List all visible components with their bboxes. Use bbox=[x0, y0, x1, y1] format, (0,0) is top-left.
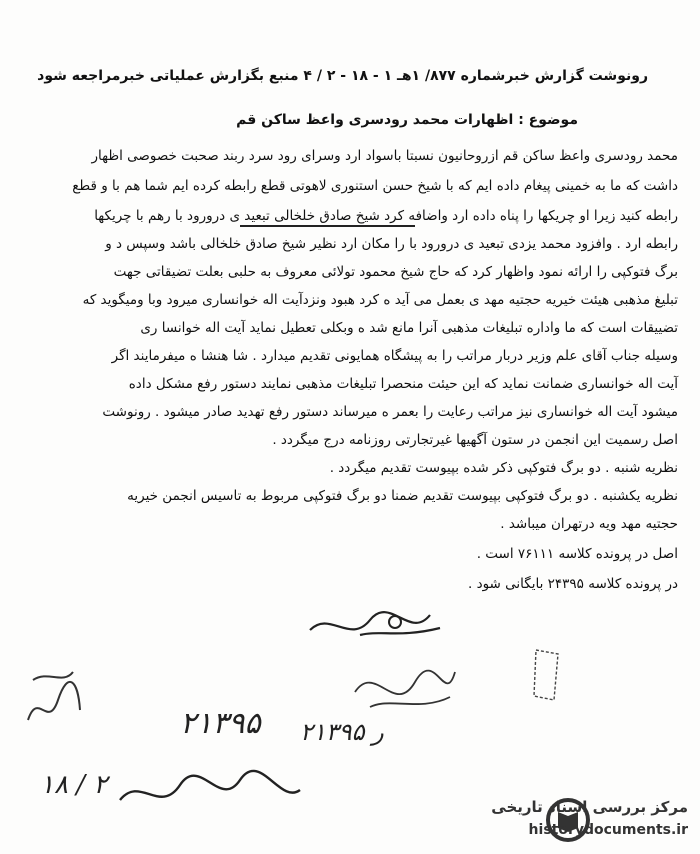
underline-mark bbox=[240, 225, 415, 227]
body-line: حجتیه مهد ویه درتهران میباشد . bbox=[500, 516, 678, 532]
handwritten-note: ر ۲۱۳۹۵ bbox=[300, 718, 384, 746]
body-line: تضییقات است که ما واداره تبلیغات مذهبی آنرا مانع شد ه وبکلی تعطیل نماید آیت اله خوانسا ری bbox=[140, 320, 678, 336]
body-line: آیت اله خوانساری ضمانت نماید که این حیئت منحصرا تبلیغات مذهبی نمایند دستور رفع مشکل داده bbox=[128, 376, 678, 392]
document-header: رونوشت گزارش خبرشماره ۸۷۷/ ۱هـ ۱ - ۱۸ - ۲ / ۴ منبع بگزارش عملیاتی خبرمراجعه شود bbox=[37, 68, 648, 84]
signature-mark-bottom bbox=[110, 760, 310, 820]
document-subject: موضوع : اظهارات محمد رودسری واعظ ساکن قم bbox=[236, 112, 578, 128]
footer-org-name: مرکز بررسی اسناد تاریخی bbox=[491, 798, 688, 816]
body-line: در پرونده کلاسه ۲۴۳۹۵ بایگانی شود . bbox=[467, 576, 678, 592]
handwritten-date: ۱۸ / ۲ bbox=[40, 770, 108, 800]
stamp-mark bbox=[528, 640, 568, 710]
handwritten-number: ۲۱۳۹۵ bbox=[180, 706, 261, 741]
body-line: محمد رودسری واعظ ساکن قم ازروحانیون نسبتا باسواد ارد وسرای رود سرد ربند صحبت خصوصی اظهار bbox=[91, 148, 678, 164]
body-line: تبلیغ مذهبی هیئت خیریه حجتیه مهد ی بعمل می آید ه کرد هبود ونزدآیت اله خوانساری میرود وبا ومیگوید که bbox=[82, 292, 678, 308]
body-line: برگ فتوکپی را ارائه نمود واظهار کرد که حاج شیخ محمود تولائی معروف به حلبی بعلت تضیقاتی جهت bbox=[113, 264, 678, 280]
body-line: اصل رسمیت این انجمن در ستون آگهیها غیرتجارتی روزنامه درج میگردد . bbox=[272, 432, 678, 448]
body-line: رابطه ارد . وافزود محمد یزدی تبعید ی درورود با را مکان ارد نظیر شیخ صادق خلخالی باشد وسپس د و bbox=[105, 236, 678, 252]
body-line: رابطه کنید زیرا او چریکها را پناه داده ارد واضافه کرد شیخ صادق خلخالی تبعید ی درورود با رهم با چریکها bbox=[94, 208, 678, 224]
footer-url[interactable]: historydocuments.ir bbox=[528, 822, 688, 838]
scribble-mark bbox=[350, 652, 460, 722]
body-line: میشود آیت اله خوانساری نیز مراتب رعایت را بعمر ه میرساند دستور رفع تهدید صادر میشود . رونوشت bbox=[102, 404, 678, 420]
body-line: داشت که ما به خمینی پیغام داده ایم که با شیخ حسن استنوری لاهوتی قطع رابطه کرده ایم شما هم با و قطع bbox=[72, 178, 678, 194]
footer-branding bbox=[491, 790, 700, 854]
handwritten-side-note bbox=[18, 660, 88, 740]
body-line: نظریه یکشنبه . دو برگ فتوکپی بپیوست تقدیم ضمنا دو برگ فتوکپی مربوط به تاسیس انجمن خیریه bbox=[127, 488, 678, 504]
body-line: وسیله جناب آقای علم وزیر دربار مراتب را به پیشگاه همایونی تقدیم میدارد . شا هنشا ه میفرمایند اگر bbox=[111, 348, 678, 364]
body-line: نظریه شنبه . دو برگ فتوکپی ذکر شده بپیوست تقدیم میگردد . bbox=[329, 460, 678, 476]
body-line: اصل در پرونده کلاسه ۷۶۱۱۱ است . bbox=[476, 546, 678, 562]
signature-mark bbox=[300, 600, 460, 650]
